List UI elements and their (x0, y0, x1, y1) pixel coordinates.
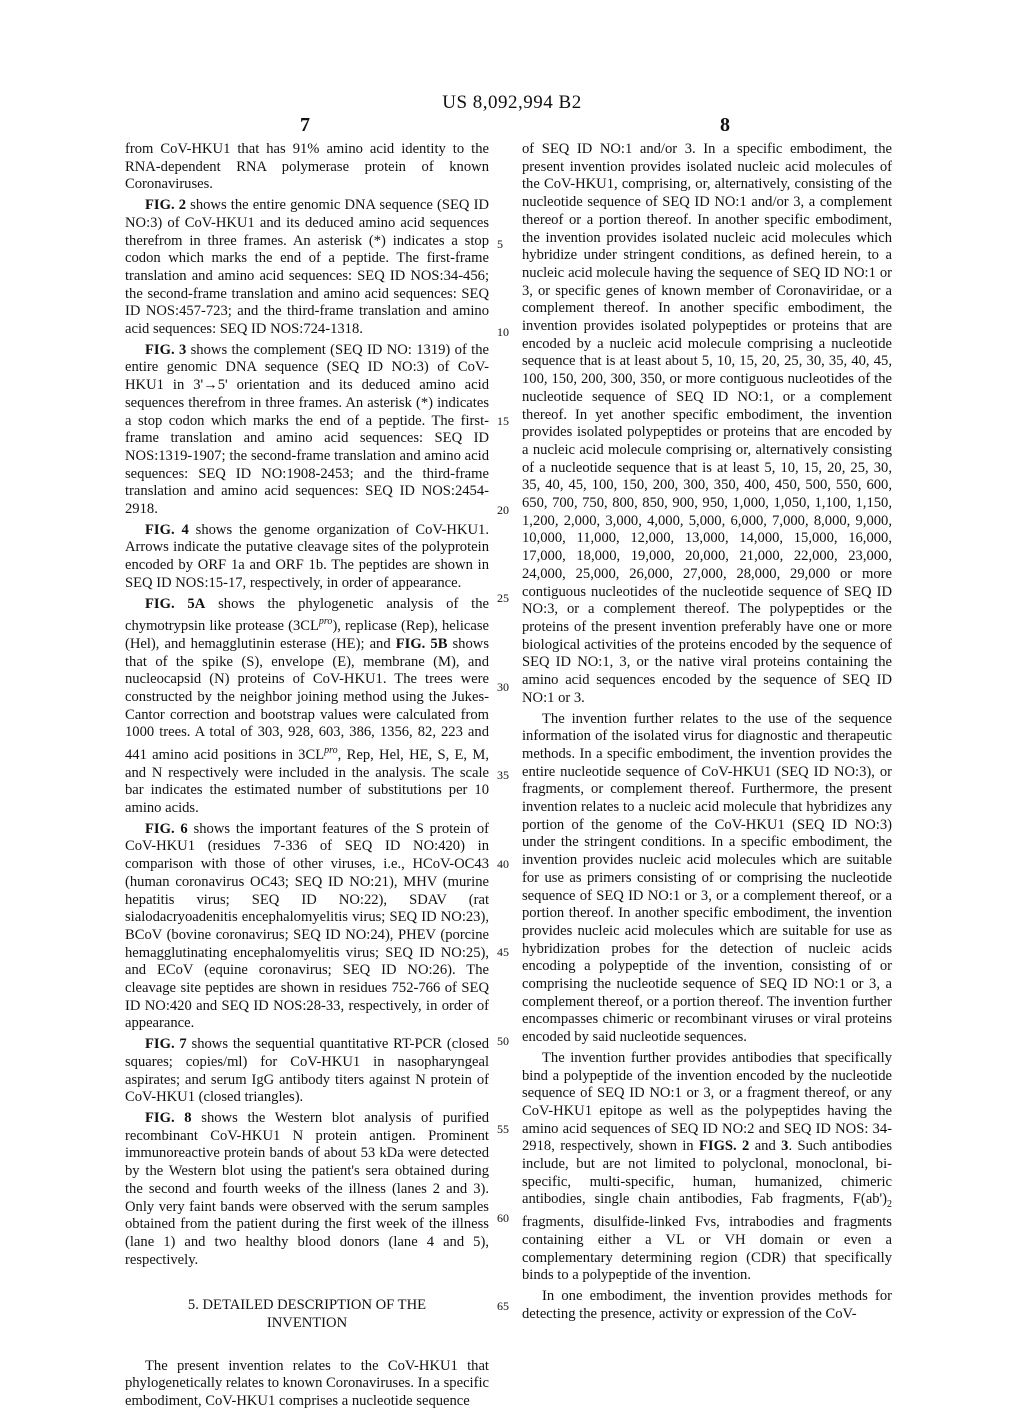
paragraph-fig8 (125, 1110, 489, 1269)
section-heading-line: 5. DETAILED DESCRIPTION OF THE (187, 1297, 427, 1314)
line-number: 30 (497, 680, 509, 694)
fig-ref: FIG. 8 (145, 1109, 192, 1126)
paragraph-text: The invention further provides antibodies that specifically bind a polypeptide of the invention encoded by the nucleotide sequence of SEQ ID NO:1 or 3, or a fragment thereof, or any CoV-HKU1 epitope as well as the polypeptides having the amino acid sequences of SEQ ID NO:2 and SEQ ID NOS: 34-2918, respectively, shown in (522, 1049, 892, 1155)
fig-ref: FIG. 4 (145, 521, 189, 538)
paragraph: of SEQ ID NO:1 and/or 3. In a specific embodiment, the present invention provides isolated nucleic acid molecules of the CoV-HKU1, comprising, or, alternatively, consisting of the nucleotide sequence of SEQ ID NO:1 and/or 3, a complement thereof or a portion thereof. In another specific embodiment, the invention provides isolated nucleic acid molecules which hybridize under stringent conditions, as defined herein, to a nucleic acid molecule having the sequence of SEQ ID NO:1 or 3, or specific genes of known member of Coronaviridae, or a complement thereof. In another specific embodiment, the invention provides isolated polypeptides or proteins that are encoded by a nucleic acid molecule comprising a nucleotide sequence that is at least about 5, 10, 15, 20, 25, 30, 35, 40, 45, 100, 150, 200, 300, 350, or more contiguous nucleotides of the nucleotide sequence of SEQ ID NO:1, or a complement thereof. In yet another specific embodiment, the invention provides isolated polypeptides or proteins that are encoded by a nucleic acid molecule comprising or, alternatively consisting of a nucleotide sequence that is at least 5, 10, 15, 20, 25, 30, 35, 40, 45, 100, 150, 200, 300, 350, 400, 450, 500, 550, 600, 650, 700, 750, 800, 850, 900, 950, 1,000, 1,050, 1,100, 1,150, 1,200, 2,000, 3,000, 4,000, 5,000, 6,000, 7,000, 8,000, 9,000, 10,000, 11,000, 12,000, 13,000, 14,000, 15,000, 16,000, 17,000, 18,000, 19,000, 20,000, 21,000, 22,000, 23,000, 24,000, 25,000, 26,000, 27,000, 28,000, 29,000 or more contiguous nucleotides of the nucleotide sequence of SEQ ID NO:3, or a complement thereof. The polypeptides or the proteins of the present invention preferably have one or more biological activities of the proteins encoded by the sequence of SEQ ID NO:1, 3, or the native viral proteins containing the amino acid sequences encoded by the sequence of SEQ ID NO:1 or 3. (522, 141, 892, 706)
line-number: 55 (497, 1122, 509, 1136)
section-heading (155, 1297, 459, 1332)
line-number: 65 (497, 1299, 509, 1313)
patent-number: US 8,092,994 B2 (442, 92, 582, 113)
paragraph-text: and (749, 1138, 782, 1155)
line-number: 50 (497, 1034, 509, 1048)
fig-ref: 3 (781, 1138, 789, 1155)
paragraph-fig2 (125, 197, 489, 339)
left-column (125, 141, 489, 1411)
superscript-pro: pro (324, 745, 338, 757)
paragraph: The present invention relates to the CoV-HKU1 that phylogenetically relates to known Coronaviruses. In a specific embodiment, CoV-HKU1 comprises a nucleotide sequence (125, 1357, 489, 1410)
paragraph-text: shows the sequential quantitative RT-PCR (closed squares; copies/ml) for CoV-HKU1 in nasopharyngeal aspirates; and serum IgG antibody titers against N protein of CoV-HKU1 (closed triangles). (125, 1036, 489, 1106)
fig-ref: FIG. 5B (395, 635, 448, 652)
page-number-right: 8 (720, 114, 730, 136)
fig-ref: FIG. 6 (145, 820, 188, 837)
line-number: 35 (497, 768, 509, 782)
fig-ref: FIG. 5A (145, 595, 206, 612)
right-column (522, 141, 892, 1323)
paragraph-text: shows the complement (SEQ ID NO: 1319) of the entire genomic DNA sequence (SEQ ID NO:3) of CoV-HKU1 in 3'→5' orientation and its deduced amino acid sequences therefrom in three frames. An asterisk (*) indicates a stop codon which marks the end of a peptide. The first-frame translation and amino acid sequences: SEQ ID NOS:1319-1907; the second-frame translation and amino acid sequences: SEQ ID NO:1908-2453; and the third-frame translation and amino acid sequences: SEQ ID NOS:2454-2918. (125, 341, 489, 518)
paragraph: The invention further relates to the use of the sequence information of the isolated virus for diagnostic and therapeutic methods. In a specific embodiment, the invention provides the entire nucleotide sequence of CoV-HKU1 (SEQ ID NO:3), or fragments, or complement thereof. Furthermore, the present invention relates to a nucleic acid molecule that hybridizes any portion of the genome of the CoV-HKU1 (SEQ ID NO:3) under the stringent conditions. In a specific embodiment, the invention provides nucleic acid molecules which are suitable for use as primers consisting of or comprising the nucleotide sequence of SEQ ID NO:1 or 3, or a complement thereof, or a portion thereof. In another specific embodiment, the invention provides nucleic acid molecules which are suitable for use as hybridization probes for the detection of nucleic acids encoding a polypeptide of the invention, consisting of or comprising the nucleotide sequence of SEQ ID NO:1 or 3, a complement thereof, or a portion thereof. The invention further encompasses chimeric or recombinant viruses or viral proteins encoded by said nucleotide sequences. (522, 710, 892, 1046)
line-number: 10 (497, 325, 509, 339)
paragraph-fig7 (125, 1036, 489, 1107)
paragraph-text: shows that of the spike (S), envelope (E), membrane (M), and nucleocapsid (N) proteins of CoV-HKU1. The trees were constructed by the neighbor joining method using the Jukes-Cantor correction and bootstrap values were calculated from 1000 trees. A total of 303, 928, 603, 386, 1356, 82, 223 and 441 amino acid positions in 3CL (125, 635, 489, 763)
line-number: 15 (497, 414, 509, 428)
paragraph-text: , Rep, Hel, HE, S, E, M, and N respectively were included in the analysis. The scale bar indicates the estimated number of substitutions per 10 amino acids. (125, 746, 489, 817)
line-number: 20 (497, 503, 509, 517)
paragraph: In one embodiment, the invention provides methods for detecting the presence, activity or expression of the CoV- (522, 1287, 892, 1322)
fig-ref: FIG. 3 (145, 341, 187, 358)
fig-ref: FIG. 2 (145, 197, 187, 214)
paragraph-antibodies (522, 1050, 892, 1285)
section-heading-line: INVENTION (266, 1315, 348, 1332)
paragraph-text: shows the Western blot analysis of purified recombinant CoV-HKU1 N protein antigen. Prominent immunoreactive protein bands of about 53 kDa were detected by the Western blot using the patient's sera obtained during the second and fourth weeks of the illness (lanes 2 and 3). Only very faint bands were observed with the serum samples obtained from the patient during the first week of the illness (lane 1) and two healthy blood donors (lane 4 and 5), respectively. (125, 1109, 490, 1268)
line-number: 5 (497, 237, 503, 251)
paragraph-text: ), replicase (Rep), helicase (Hel), and hemagglutinin esterase (HE); and (125, 618, 490, 652)
fig-ref: FIG. 7 (145, 1036, 187, 1053)
paragraph-fig3 (125, 342, 489, 519)
paragraph-fig6 (125, 821, 489, 1033)
line-number: 45 (497, 945, 509, 959)
paragraph-text: fragments, disulfide-linked Fvs, intrabodies and fragments containing either a VL or VH domain or even a complementary determining region (CDR) that specifically binds to a polypeptide of the invention. (522, 1214, 892, 1284)
line-number: 60 (497, 1211, 509, 1225)
paragraph-fig5 (125, 596, 489, 818)
page-number-left: 7 (300, 114, 310, 136)
paragraph-fig4 (125, 522, 489, 593)
line-number: 25 (497, 591, 509, 605)
subscript: 2 (887, 1199, 892, 1211)
superscript-pro: pro (318, 616, 333, 628)
paragraph-text: . Such antibodies include, but are not limited to polyclonal, monoclonal, bi-specific, multi-specific, human, humanized, chimeric antibodies, single chain antibodies, Fab fragments, F(ab') (522, 1138, 893, 1208)
paragraph-text: shows the phylogenetic analysis of the chymotrypsin like protease (3CL (125, 595, 490, 635)
line-number: 40 (497, 857, 509, 871)
paragraph-text: shows the important features of the S protein of CoV-HKU1 (residues 7-336 of SEQ ID NO:420) in comparison with those of other viruses, i.e., HCoV-OC43 (human coronavirus OC43; SEQ ID NO:21), MHV (murine hepatitis virus; SEQ ID NO:22), SDAV (rat sialodacryoadenitis encephalomyelitis virus; SEQ ID NO:23), BCoV (bovine coronavirus; SEQ ID NO:24), PHEV (porcine hemagglutinating encephalomyelitis virus; SEQ ID NO:25), and ECoV (equine coronavirus; SEQ ID NO:26). The cleavage site peptides are shown in residues 752-766 of SEQ ID NO:420 and SEQ ID NOS:28-33, respectively, in order of appearance. (125, 820, 489, 1032)
paragraph: from CoV-HKU1 that has 91% amino acid identity to the RNA-dependent RNA polymerase protein of known Coronaviruses. (125, 141, 489, 193)
fig-ref: FIGS. 2 (698, 1138, 750, 1155)
paragraph-text: shows the entire genomic DNA sequence (SEQ ID NO:3) of CoV-HKU1 and its deduced amino acid sequences therefrom in three frames. An asterisk (*) indicates a stop codon which marks the end of a peptide. The first-frame translation and amino acid sequences: SEQ ID NOS:34-456; the second-frame translation and amino acid sequences: SEQ ID NOS:457-723; and the third-frame translation and amino acid sequences: SEQ ID NOS:724-1318. (125, 197, 489, 338)
paragraph-text: shows the genome organization of CoV-HKU1. Arrows indicate the putative cleavage sites of the polyprotein encoded by ORF 1a and ORF 1b. The peptides are shown in SEQ ID NOS:15-17, respectively, in order of appearance. (125, 521, 489, 591)
